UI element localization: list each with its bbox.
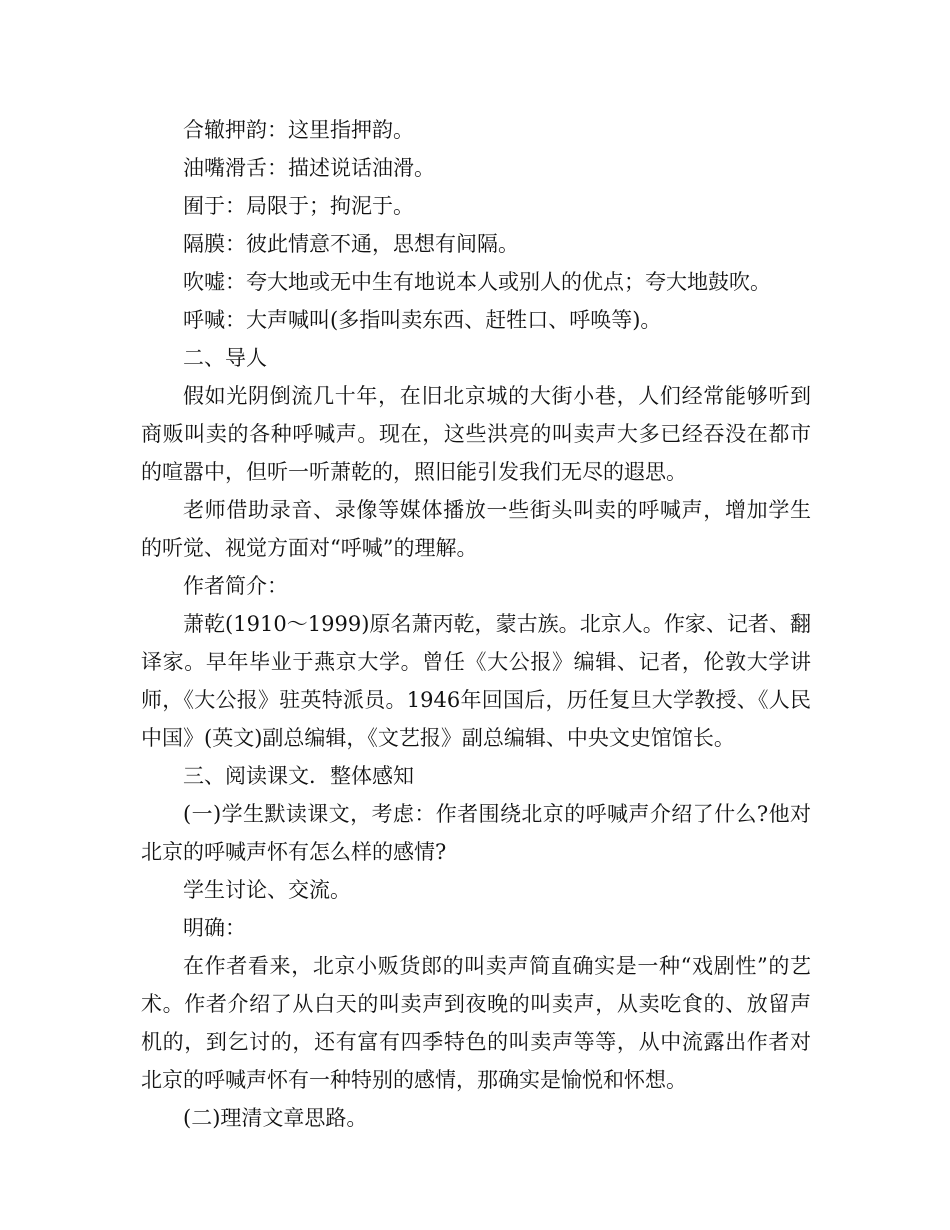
paragraph-term-youzui: 油嘴滑舌：描述说话油滑。 [183,156,435,180]
paragraph-clarify-label: 明确： [183,916,246,940]
paragraph-term-huhan: 呼喊：大声喊叫(多指叫卖东西、赶牲口、呼唤等)。 [183,308,662,332]
paragraph-term-hezhe: 合辙押韵：这里指押韵。 [183,118,414,142]
paragraph-clarify-text: 在作者看来，北京小贩货郎的叫卖声简直确实是一种“戏剧性”的艺术。作者介绍了从白天的叫卖声到夜晚的叫卖声，从卖吃食的、放留声机的，到乞讨的，还有富有四季特色的叫卖声等等，从中流露出作者对北京的呼喊声怀有一种特别的感情，那确实是愉悦和怀想。 [141,954,811,1092]
paragraph-term-youyu: 囿于：局限于；拘泥于。 [183,194,414,218]
paragraph-author-bio: 萧乾(1910～1999)原名萧丙乾，蒙古族。北京人。作家、记者、翻译家。早年毕业于燕京大学。曾任《大公报》编辑、记者，伦敦大学讲师，《大公报》驻英特派员。1946年回国后，历任复旦大学教授、《人民中国》(英文)副总编辑，《文艺报》副总编辑、中央文史馆馆长。 [141,612,811,750]
paragraph-term-chuixu: 吹嘘：夸大地或无中生有地说本人或别人的优点；夸大地鼓吹。 [183,270,771,294]
author-heading: 作者简介： [183,574,288,598]
section-heading-reading: 三、阅读课文．整体感知 [183,764,414,788]
document-body [141,111,811,1137]
paragraph-teacher-media: 老师借助录音、录像等媒体播放一些街头叫卖的呼喊声，增加学生的听觉、视觉方面对“呼喊”的理解。 [141,498,811,560]
paragraph-intro: 假如光阴倒流几十年，在旧北京城的大街小巷，人们经常能够听到商贩叫卖的各种呼喊声。现在，这些洪亮的叫卖声大多已经吞没在都市的喧嚣中，但听一听萧乾的，照旧能引发我们无尽的遐思。 [141,384,811,484]
paragraph-discussion: 学生讨论、交流。 [183,878,351,902]
section-heading-intro: 二、导人 [183,346,267,370]
paragraph-question-two: (二)理清文章思路。 [183,1106,368,1130]
paragraph-term-gemo: 隔膜：彼此情意不通，思想有间隔。 [183,232,519,256]
paragraph-question-one: (一)学生默读课文，考虑：作者围绕北京的呼喊声介绍了什么?他对北京的呼喊声怀有怎么样的感情? [141,802,811,864]
